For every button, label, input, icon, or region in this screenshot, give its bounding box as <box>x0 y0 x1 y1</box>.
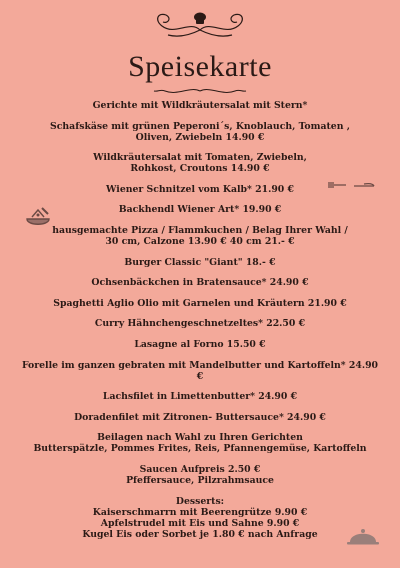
swirl-divider-icon <box>150 86 250 96</box>
menu-item: Backhendl Wiener Art* 19.90 € <box>118 204 282 216</box>
cloche-icon <box>346 525 380 547</box>
menu-item: Saucen Aufpreis 2.50 € Pfeffersauce, Pilzrahmsauce <box>126 463 274 486</box>
pizza-dish-icon <box>24 205 52 231</box>
menu-item: Spaghetti Aglio Olio mit Garnelen und Kräutern 21.90 € <box>53 297 347 309</box>
menu-item: hausgemachte Pizza / Flammkuchen / Belag Ihrer Wahl / 30 cm, Calzone 13.90 € 40 cm 21.- € <box>52 224 348 247</box>
menu-item: Curry Hähnchengeschnetzeltes* 22.50 € <box>94 318 306 330</box>
menu-item: Lachsfilet in Limettenbutter* 24.90 € <box>102 391 298 403</box>
menu-item: Burger Classic "Giant" 18.- € <box>124 256 276 268</box>
menu-item: Wiener Schnitzel vom Kalb* 21.90 € <box>106 183 294 195</box>
chef-hat-ornament-icon <box>140 8 260 42</box>
menu-item: Desserts: Kaiserschmarrn mit Beerengrütze 9.90 € Apfelstrudel mit Eis und Sahne 9.90 € Kugel Eis oder Sorbet je 1.80 € nach Anfrage <box>82 495 318 540</box>
menu-item: Lasagne al Forno 15.50 € <box>134 338 266 350</box>
menu-item: Forelle im ganzen gebraten mit Mandelbutter und Kartoffeln* 24.90 € <box>21 359 379 382</box>
menu-item: Ochsenbäckchen in Bratensauce* 24.90 € <box>91 277 309 289</box>
menu-item: Schafskäse mit grünen Peperoni´s, Knoblauch, Tomaten , Oliven, Zwiebeln 14.90 € <box>50 120 350 143</box>
menu-list <box>20 100 380 549</box>
menu-item: Beilagen nach Wahl zu Ihren Gerichten Butterspätzle, Pommes Frites, Reis, Pfannengemüse, Kartoffeln <box>33 432 367 455</box>
fork-knife-icon <box>326 180 376 196</box>
page-title: Speisekarte <box>128 50 272 83</box>
menu-item: Gerichte mit Wildkräutersalat mit Stern* <box>92 100 308 111</box>
menu-item: Wildkräutersalat mit Tomaten, Zwiebeln, Rohkost, Croutons 14.90 € <box>93 152 307 175</box>
menu-item: Doradenfilet mit Zitronen- Buttersauce* 24.90 € <box>74 411 326 423</box>
